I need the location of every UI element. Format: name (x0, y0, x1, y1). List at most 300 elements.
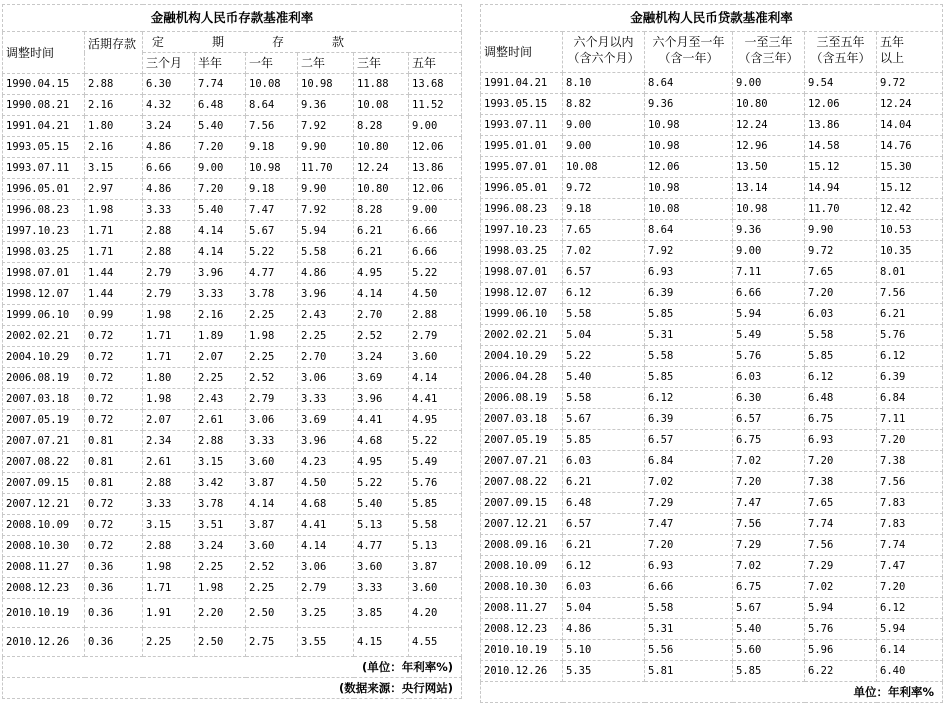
deposit-rate-cell: 9.00 (409, 200, 462, 221)
deposit-rate-cell: 4.23 (298, 452, 354, 473)
loan-rate-cell: 5.04 (563, 598, 645, 619)
deposit-rate-cell: 9.18 (246, 137, 298, 158)
deposit-rate-cell: 10.08 (246, 74, 298, 95)
loan-rate-cell: 5.94 (805, 598, 877, 619)
loan-rate-cell: 7.38 (877, 451, 943, 472)
deposit-date-cell: 1998.03.25 (3, 242, 85, 263)
loan-rate-cell: 7.83 (877, 514, 943, 535)
deposit-rate-cell: 2.79 (143, 263, 195, 284)
loan-rate-cell: 10.08 (645, 199, 733, 220)
deposit-rate-cell: 0.99 (85, 305, 143, 326)
deposit-date-cell: 1991.04.21 (3, 116, 85, 137)
loan-rate-cell: 10.08 (563, 157, 645, 178)
deposit-data-row (3, 347, 462, 368)
loan-rate-cell: 12.24 (733, 115, 805, 136)
loan-date-cell: 2008.11.27 (481, 598, 563, 619)
loan-rate-cell: 6.57 (733, 409, 805, 430)
loan-rate-cell: 5.10 (563, 640, 645, 661)
deposit-rate-cell: 3.25 (298, 599, 354, 628)
deposit-date-cell: 2007.03.18 (3, 389, 85, 410)
loan-rate-cell: 10.53 (877, 220, 943, 241)
deposit-date-cell: 2007.08.22 (3, 452, 85, 473)
deposit-rate-cell: 2.50 (195, 628, 246, 657)
loan-rate-cell: 6.84 (645, 451, 733, 472)
deposit-rate-cell: 2.88 (143, 242, 195, 263)
loan-rate-cell: 6.48 (805, 388, 877, 409)
loan-data-row (481, 73, 943, 94)
loan-rate-cell: 10.98 (645, 115, 733, 136)
deposit-rate-cell: 9.18 (246, 179, 298, 200)
loan-rate-cell: 5.81 (645, 661, 733, 682)
loan-rate-cell: 9.00 (563, 136, 645, 157)
deposit-rate-cell: 1.44 (85, 263, 143, 284)
loan-rate-cell: 5.76 (877, 325, 943, 346)
loan-data-row (481, 535, 943, 556)
deposit-rate-cell: 3.60 (246, 536, 298, 557)
deposit-data-row (3, 578, 462, 599)
deposit-rate-cell: 4.14 (354, 284, 409, 305)
deposit-table-footer (3, 657, 462, 699)
loan-header-term-line: （含三年） (738, 51, 799, 65)
loan-rate-cell: 7.65 (805, 262, 877, 283)
loan-rate-cell: 14.76 (877, 136, 943, 157)
loan-rate-cell: 5.58 (563, 388, 645, 409)
deposit-header-row-1 (3, 32, 462, 53)
deposit-date-cell: 1996.08.23 (3, 200, 85, 221)
loan-rate-cell: 6.75 (733, 577, 805, 598)
loan-rate-cell: 13.86 (805, 115, 877, 136)
loan-data-row (481, 157, 943, 178)
deposit-rate-panel (2, 4, 461, 699)
deposit-data-row (3, 389, 462, 410)
deposit-rate-cell: 6.21 (354, 221, 409, 242)
loan-rate-cell: 5.31 (645, 325, 733, 346)
loan-rate-cell: 7.38 (805, 472, 877, 493)
deposit-header-fixed-char: 存 (272, 35, 285, 49)
loan-rate-cell: 7.56 (877, 472, 943, 493)
deposit-date-cell: 2007.07.21 (3, 431, 85, 452)
loan-rate-cell: 6.12 (877, 346, 943, 367)
deposit-rate-cell: 4.50 (409, 284, 462, 305)
deposit-rate-cell: 11.70 (298, 158, 354, 179)
loan-rate-cell: 5.85 (733, 661, 805, 682)
loan-rate-cell: 7.20 (805, 451, 877, 472)
deposit-rate-cell: 2.88 (195, 431, 246, 452)
loan-rate-cell: 6.48 (563, 493, 645, 514)
loan-date-cell: 1991.04.21 (481, 73, 563, 94)
deposit-header-fixed-char: 定 (152, 35, 165, 49)
deposit-header-fixed-char: 款 (332, 35, 345, 49)
deposit-data-row (3, 179, 462, 200)
loan-date-cell: 1993.07.11 (481, 115, 563, 136)
loan-date-cell: 1998.12.07 (481, 283, 563, 304)
deposit-rate-cell: 4.41 (409, 389, 462, 410)
loan-rate-cell: 6.40 (877, 661, 943, 682)
deposit-header-term: 一年 (246, 53, 298, 74)
deposit-rate-cell: 3.24 (354, 347, 409, 368)
loan-rate-cell: 5.85 (563, 430, 645, 451)
loan-date-cell: 2002.02.21 (481, 325, 563, 346)
loan-header-term (645, 32, 733, 73)
deposit-rate-cell: 1.71 (143, 347, 195, 368)
deposit-rate-cell: 0.81 (85, 452, 143, 473)
deposit-rate-cell: 8.28 (354, 200, 409, 221)
loan-data-row (481, 472, 943, 493)
loan-rate-cell: 7.56 (805, 535, 877, 556)
loan-rate-cell: 15.12 (805, 157, 877, 178)
deposit-data-row (3, 284, 462, 305)
deposit-data-row (3, 200, 462, 221)
deposit-rate-cell: 4.20 (409, 599, 462, 628)
deposit-rate-cell: 9.90 (298, 137, 354, 158)
deposit-rate-cell: 2.52 (246, 368, 298, 389)
loan-rate-cell: 5.76 (805, 619, 877, 640)
deposit-header-fixed-char: 期 (212, 35, 225, 49)
deposit-rate-cell: 4.86 (298, 263, 354, 284)
deposit-rate-cell: 9.00 (195, 158, 246, 179)
loan-rate-cell: 15.12 (877, 178, 943, 199)
deposit-rate-cell: 4.55 (409, 628, 462, 657)
deposit-rate-cell: 0.72 (85, 536, 143, 557)
deposit-header-term: 半年 (195, 53, 246, 74)
deposit-source-row (3, 678, 462, 699)
loan-rate-cell: 7.02 (563, 241, 645, 262)
loan-rate-cell: 7.65 (805, 493, 877, 514)
loan-rate-cell: 5.58 (645, 346, 733, 367)
deposit-rate-cell: 5.40 (195, 200, 246, 221)
deposit-rate-cell: 3.60 (409, 578, 462, 599)
loan-date-cell: 2006.04.28 (481, 367, 563, 388)
deposit-rate-cell: 4.77 (354, 536, 409, 557)
loan-rate-cell: 7.56 (733, 514, 805, 535)
loan-rate-cell: 6.12 (563, 283, 645, 304)
loan-rate-cell: 5.49 (733, 325, 805, 346)
deposit-rate-cell: 2.79 (246, 389, 298, 410)
loan-rate-cell: 5.60 (733, 640, 805, 661)
deposit-rate-cell: 2.25 (246, 347, 298, 368)
deposit-rate-cell: 3.87 (246, 515, 298, 536)
deposit-title-row (3, 5, 462, 32)
loan-rate-cell: 12.06 (645, 157, 733, 178)
deposit-rate-cell: 0.36 (85, 557, 143, 578)
deposit-date-cell: 2008.12.23 (3, 578, 85, 599)
loan-rate-cell: 7.02 (805, 577, 877, 598)
loan-rate-cell: 9.00 (733, 73, 805, 94)
loan-rate-cell: 5.85 (645, 367, 733, 388)
deposit-data-row (3, 95, 462, 116)
deposit-data-row (3, 515, 462, 536)
deposit-rate-cell: 5.49 (409, 452, 462, 473)
loan-rate-cell: 5.40 (733, 619, 805, 640)
deposit-rate-cell: 2.25 (195, 557, 246, 578)
loan-rate-cell: 6.03 (563, 451, 645, 472)
deposit-rate-cell: 7.92 (298, 200, 354, 221)
deposit-rate-cell: 4.77 (246, 263, 298, 284)
loan-rate-cell: 6.12 (805, 367, 877, 388)
deposit-rate-cell: 7.74 (195, 74, 246, 95)
deposit-rate-cell: 2.88 (143, 473, 195, 494)
loan-rate-cell: 6.30 (733, 388, 805, 409)
loan-data-row (481, 430, 943, 451)
deposit-rate-cell: 5.85 (409, 494, 462, 515)
deposit-rate-cell: 4.95 (354, 263, 409, 284)
deposit-date-cell: 2008.10.30 (3, 536, 85, 557)
loan-rate-cell: 6.66 (733, 283, 805, 304)
deposit-rate-cell: 6.30 (143, 74, 195, 95)
loan-data-row (481, 388, 943, 409)
deposit-rate-cell: 2.20 (195, 599, 246, 628)
deposit-date-cell: 2004.10.29 (3, 347, 85, 368)
loan-rate-cell: 6.93 (645, 262, 733, 283)
deposit-data-row (3, 221, 462, 242)
loan-header-term-line: （含五年） (810, 51, 871, 65)
deposit-rate-cell: 1.98 (85, 200, 143, 221)
deposit-rate-cell: 10.80 (354, 179, 409, 200)
deposit-date-cell: 1997.10.23 (3, 221, 85, 242)
deposit-rate-cell: 3.60 (409, 347, 462, 368)
deposit-rate-cell: 7.20 (195, 179, 246, 200)
loan-title-row (481, 5, 943, 32)
deposit-rate-cell: 3.96 (195, 263, 246, 284)
deposit-rate-cell: 13.86 (409, 158, 462, 179)
deposit-header-date: 调整时间 (3, 32, 85, 74)
loan-data-row (481, 136, 943, 157)
loan-date-cell: 2008.12.23 (481, 619, 563, 640)
loan-date-cell: 1998.03.25 (481, 241, 563, 262)
loan-rate-cell: 9.72 (805, 241, 877, 262)
loan-header-row (481, 32, 943, 73)
deposit-rate-cell: 2.43 (195, 389, 246, 410)
deposit-rate-cell: 1.98 (143, 557, 195, 578)
loan-unit-row (481, 682, 943, 703)
loan-rate-cell: 9.36 (733, 220, 805, 241)
deposit-data-row (3, 305, 462, 326)
loan-rate-cell: 5.76 (733, 346, 805, 367)
deposit-rate-cell: 5.22 (354, 473, 409, 494)
loan-unit-note: 单位：年利率% (481, 682, 943, 703)
deposit-rate-cell: 2.61 (195, 410, 246, 431)
deposit-rate-cell: 3.96 (354, 389, 409, 410)
deposit-rate-cell: 2.88 (85, 74, 143, 95)
deposit-rate-cell: 1.98 (143, 389, 195, 410)
deposit-rate-cell: 4.86 (143, 179, 195, 200)
loan-rate-cell: 14.04 (877, 115, 943, 136)
loan-rate-cell: 7.02 (733, 556, 805, 577)
loan-rate-cell: 13.14 (733, 178, 805, 199)
deposit-rate-cell: 10.98 (298, 74, 354, 95)
loan-date-cell: 1993.05.15 (481, 94, 563, 115)
deposit-rate-cell: 6.66 (409, 221, 462, 242)
deposit-rate-cell: 2.43 (298, 305, 354, 326)
loan-header-term-line: 六个月至一年 (652, 35, 725, 49)
deposit-rate-cell: 5.40 (354, 494, 409, 515)
deposit-rate-cell: 0.81 (85, 431, 143, 452)
deposit-rate-cell: 4.14 (298, 536, 354, 557)
loan-rate-cell: 7.29 (645, 493, 733, 514)
loan-data-row (481, 94, 943, 115)
deposit-rate-cell: 4.14 (195, 221, 246, 242)
deposit-rate-cell: 2.16 (85, 137, 143, 158)
loan-rate-cell: 6.21 (877, 304, 943, 325)
deposit-rate-cell: 1.71 (85, 221, 143, 242)
deposit-table-title: 金融机构人民币存款基准利率 (3, 5, 462, 32)
deposit-rate-cell: 2.25 (246, 578, 298, 599)
loan-rate-cell: 6.12 (563, 556, 645, 577)
deposit-header-term: 五年 (409, 53, 462, 74)
loan-rate-cell: 10.35 (877, 241, 943, 262)
deposit-data-row (3, 557, 462, 578)
loan-date-cell: 2010.12.26 (481, 661, 563, 682)
loan-data-row (481, 178, 943, 199)
deposit-rate-cell: 2.25 (143, 628, 195, 657)
loan-rate-cell: 6.12 (645, 388, 733, 409)
deposit-rate-cell: 5.40 (195, 116, 246, 137)
deposit-data-row (3, 452, 462, 473)
loan-rate-table (480, 4, 943, 703)
loan-date-cell: 2008.09.16 (481, 535, 563, 556)
deposit-rate-cell: 0.72 (85, 326, 143, 347)
loan-date-cell: 2007.09.15 (481, 493, 563, 514)
deposit-rate-cell: 0.72 (85, 515, 143, 536)
loan-rate-cell: 5.31 (645, 619, 733, 640)
loan-rate-cell: 6.93 (805, 430, 877, 451)
deposit-rate-cell: 3.06 (298, 368, 354, 389)
deposit-data-row (3, 431, 462, 452)
loan-header-term-line: 六个月以内 (573, 35, 634, 49)
loan-header-term (733, 32, 805, 73)
loan-header-term-line: 一至三年 (744, 35, 793, 49)
deposit-rate-cell: 0.81 (85, 473, 143, 494)
deposit-rate-cell: 2.79 (143, 284, 195, 305)
deposit-rate-cell: 3.60 (354, 557, 409, 578)
loan-rate-cell: 5.56 (645, 640, 733, 661)
deposit-date-cell: 1996.05.01 (3, 179, 85, 200)
loan-rate-cell: 7.47 (733, 493, 805, 514)
deposit-rate-cell: 3.96 (298, 284, 354, 305)
loan-rate-cell: 6.75 (733, 430, 805, 451)
deposit-rate-cell: 2.61 (143, 452, 195, 473)
deposit-rate-cell: 2.79 (298, 578, 354, 599)
loan-date-cell: 1995.01.01 (481, 136, 563, 157)
loan-table-body (481, 5, 943, 682)
deposit-rate-cell: 3.24 (195, 536, 246, 557)
loan-header-term-line: 以上 (880, 51, 905, 65)
deposit-rate-cell: 3.15 (195, 452, 246, 473)
deposit-rate-cell: 5.22 (409, 431, 462, 452)
deposit-rate-cell: 3.06 (298, 557, 354, 578)
deposit-rate-cell: 3.33 (143, 200, 195, 221)
loan-rate-cell: 5.04 (563, 325, 645, 346)
deposit-date-cell: 2002.02.21 (3, 326, 85, 347)
loan-rate-cell: 9.72 (877, 73, 943, 94)
deposit-rate-cell: 0.72 (85, 347, 143, 368)
loan-rate-cell: 7.20 (645, 535, 733, 556)
loan-date-cell: 1998.07.01 (481, 262, 563, 283)
loan-header-term-line: 三至五年 (816, 35, 865, 49)
loan-rate-cell: 8.10 (563, 73, 645, 94)
loan-rate-panel (480, 4, 942, 703)
deposit-data-row (3, 628, 462, 657)
deposit-rate-cell: 5.58 (409, 515, 462, 536)
loan-rate-cell: 5.40 (563, 367, 645, 388)
loan-data-row (481, 346, 943, 367)
deposit-rate-cell: 2.25 (246, 305, 298, 326)
loan-rate-cell: 6.03 (805, 304, 877, 325)
deposit-data-row (3, 473, 462, 494)
deposit-rate-cell: 0.72 (85, 389, 143, 410)
deposit-rate-cell: 3.33 (354, 578, 409, 599)
deposit-rate-cell: 3.06 (246, 410, 298, 431)
loan-rate-cell: 9.00 (563, 115, 645, 136)
deposit-rate-cell: 2.07 (143, 410, 195, 431)
deposit-rate-cell: 2.34 (143, 431, 195, 452)
deposit-rate-cell: 4.41 (298, 515, 354, 536)
loan-data-row (481, 556, 943, 577)
deposit-data-row (3, 368, 462, 389)
deposit-rate-cell: 3.33 (246, 431, 298, 452)
loan-rate-cell: 10.98 (733, 199, 805, 220)
deposit-rate-cell: 3.69 (298, 410, 354, 431)
deposit-date-cell: 1990.08.21 (3, 95, 85, 116)
loan-header-term-line: 五年 (880, 35, 905, 49)
deposit-data-row (3, 410, 462, 431)
deposit-rate-cell: 3.78 (195, 494, 246, 515)
deposit-rate-cell: 5.58 (298, 242, 354, 263)
deposit-date-cell: 2006.08.19 (3, 368, 85, 389)
deposit-date-cell: 1993.05.15 (3, 137, 85, 158)
deposit-rate-cell: 6.66 (143, 158, 195, 179)
loan-data-row (481, 304, 943, 325)
loan-rate-cell: 8.01 (877, 262, 943, 283)
deposit-rate-cell: 4.41 (354, 410, 409, 431)
deposit-header-term: 三年 (354, 53, 409, 74)
loan-table-footer (481, 682, 943, 703)
loan-date-cell: 2007.07.21 (481, 451, 563, 472)
deposit-rate-cell: 4.14 (195, 242, 246, 263)
deposit-rate-cell: 5.22 (409, 263, 462, 284)
deposit-date-cell: 2008.10.09 (3, 515, 85, 536)
deposit-rate-cell: 6.66 (409, 242, 462, 263)
deposit-rate-cell: 2.70 (354, 305, 409, 326)
loan-rate-cell: 13.50 (733, 157, 805, 178)
loan-data-row (481, 661, 943, 682)
deposit-rate-cell: 2.70 (298, 347, 354, 368)
deposit-rate-cell: 3.60 (246, 452, 298, 473)
deposit-data-row (3, 74, 462, 95)
deposit-rate-cell: 4.32 (143, 95, 195, 116)
loan-date-cell: 1997.10.23 (481, 220, 563, 241)
deposit-rate-cell: 4.68 (354, 431, 409, 452)
deposit-rate-cell: 9.36 (298, 95, 354, 116)
loan-rate-cell: 9.00 (733, 241, 805, 262)
loan-rate-cell: 7.02 (645, 472, 733, 493)
deposit-data-row (3, 116, 462, 137)
loan-rate-cell: 12.96 (733, 136, 805, 157)
deposit-rate-cell: 4.86 (143, 137, 195, 158)
loan-rate-cell: 11.70 (805, 199, 877, 220)
loan-rate-cell: 7.47 (645, 514, 733, 535)
deposit-rate-cell: 2.88 (143, 221, 195, 242)
loan-header-term (877, 32, 943, 73)
deposit-rate-cell: 5.67 (246, 221, 298, 242)
loan-header-term (805, 32, 877, 73)
loan-rate-cell: 14.58 (805, 136, 877, 157)
loan-table-title: 金融机构人民币贷款基准利率 (481, 5, 943, 32)
loan-rate-cell: 5.67 (563, 409, 645, 430)
loan-date-cell: 1995.07.01 (481, 157, 563, 178)
loan-rate-cell: 5.58 (645, 598, 733, 619)
loan-date-cell: 2007.12.21 (481, 514, 563, 535)
